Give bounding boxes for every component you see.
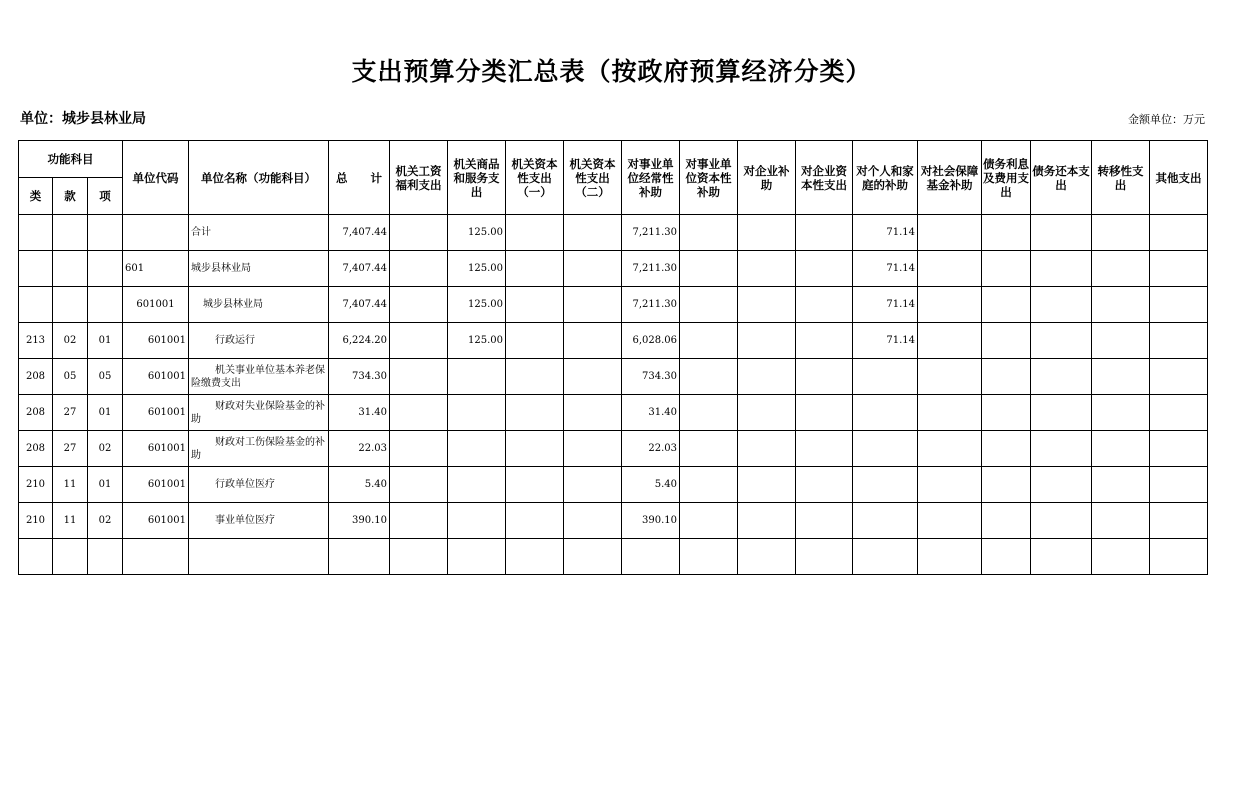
cell-c3 [506, 359, 564, 395]
header-col-4: 机关资本性支出（二） [564, 141, 622, 215]
cell-lei: 208 [19, 359, 53, 395]
cell-c14 [1150, 539, 1208, 575]
header-func-group: 功能科目 [19, 141, 123, 178]
cell-c7 [738, 323, 796, 359]
cell-c11 [982, 467, 1031, 503]
cell-c8 [796, 215, 853, 251]
cell-c8 [796, 251, 853, 287]
cell-c6 [680, 251, 738, 287]
cell-lei: 210 [19, 467, 53, 503]
cell-c5: 7,211.30 [622, 251, 680, 287]
cell-c12 [1031, 395, 1092, 431]
cell-c8 [796, 323, 853, 359]
cell-name [189, 431, 329, 467]
cell-c3 [506, 467, 564, 503]
cell-c14 [1150, 467, 1208, 503]
cell-xiang: 01 [88, 395, 123, 431]
cell-code: 601001 [123, 323, 189, 359]
cell-c8 [796, 431, 853, 467]
cell-c9 [853, 431, 918, 467]
cell-c4 [564, 323, 622, 359]
cell-c9 [853, 539, 918, 575]
cell-code: 601 [123, 251, 189, 287]
cell-total: 7,407.44 [329, 251, 390, 287]
cell-c11 [982, 359, 1031, 395]
cell-c6 [680, 467, 738, 503]
cell-c7 [738, 395, 796, 431]
header-col-1: 机关工资福利支出 [390, 141, 448, 215]
cell-c11 [982, 323, 1031, 359]
cell-xiang: 02 [88, 503, 123, 539]
cell-c10 [918, 503, 982, 539]
cell-kuan [53, 215, 88, 251]
cell-c2 [448, 395, 506, 431]
cell-c5: 390.10 [622, 503, 680, 539]
cell-xiang: 01 [88, 323, 123, 359]
cell-kuan: 11 [53, 467, 88, 503]
header-col-2: 机关商品和服务支出 [448, 141, 506, 215]
cell-c13 [1092, 287, 1150, 323]
table-row [19, 431, 1208, 467]
table-row [19, 359, 1208, 395]
header-xiang: 项 [88, 178, 123, 215]
cell-c4 [564, 215, 622, 251]
header-unit-name: 单位名称（功能科目） [189, 141, 329, 215]
cell-c9: 71.14 [853, 287, 918, 323]
cell-name-text: 行政单位医疗 [215, 479, 276, 490]
cell-c6 [680, 539, 738, 575]
cell-c11 [982, 287, 1031, 323]
cell-c8 [796, 287, 853, 323]
cell-c4 [564, 467, 622, 503]
cell-c3 [506, 503, 564, 539]
cell-lei [19, 215, 53, 251]
table-header [19, 141, 1208, 215]
cell-c6 [680, 431, 738, 467]
cell-name [189, 539, 329, 575]
cell-code: 601001 [123, 395, 189, 431]
cell-c5: 22.03 [622, 431, 680, 467]
cell-c14 [1150, 251, 1208, 287]
cell-c12 [1031, 359, 1092, 395]
table-row [19, 215, 1208, 251]
cell-name [189, 251, 329, 287]
table-row [19, 395, 1208, 431]
cell-c2: 125.00 [448, 323, 506, 359]
cell-name [189, 467, 329, 503]
cell-c4 [564, 251, 622, 287]
cell-name [189, 323, 329, 359]
cell-c5: 7,211.30 [622, 215, 680, 251]
cell-name-text: 机关事业单位基本养老保险缴费支出 [191, 364, 326, 389]
cell-total [329, 539, 390, 575]
cell-c7 [738, 359, 796, 395]
header-col-11: 债务利息及费用支出 [982, 141, 1031, 215]
cell-c2: 125.00 [448, 287, 506, 323]
cell-c6 [680, 395, 738, 431]
table-row [19, 503, 1208, 539]
cell-c13 [1092, 431, 1150, 467]
cell-xiang [88, 287, 123, 323]
cell-total: 31.40 [329, 395, 390, 431]
cell-c1 [390, 431, 448, 467]
cell-c3 [506, 287, 564, 323]
cell-c12 [1031, 431, 1092, 467]
cell-c13 [1092, 395, 1150, 431]
cell-c6 [680, 359, 738, 395]
header-col-8: 对企业资本性支出 [796, 141, 853, 215]
cell-c2: 125.00 [448, 215, 506, 251]
cell-c14 [1150, 395, 1208, 431]
cell-c2 [448, 503, 506, 539]
cell-c10 [918, 539, 982, 575]
cell-c13 [1092, 467, 1150, 503]
cell-c5: 734.30 [622, 359, 680, 395]
cell-c7 [738, 287, 796, 323]
cell-total: 390.10 [329, 503, 390, 539]
cell-c3 [506, 251, 564, 287]
cell-xiang [88, 251, 123, 287]
cell-c11 [982, 503, 1031, 539]
report-title: 支出预算分类汇总表（按政府预算经济分类） [351, 57, 872, 86]
cell-c5 [622, 539, 680, 575]
cell-c1 [390, 215, 448, 251]
cell-c3 [506, 431, 564, 467]
header-col-6: 对事业单位资本性补助 [680, 141, 738, 215]
cell-c9 [853, 503, 918, 539]
cell-lei: 210 [19, 503, 53, 539]
cell-c3 [506, 323, 564, 359]
header-col-9: 对个人和家庭的补助 [853, 141, 918, 215]
table-row [19, 323, 1208, 359]
cell-c7 [738, 215, 796, 251]
cell-c1 [390, 539, 448, 575]
cell-c2: 125.00 [448, 251, 506, 287]
cell-c1 [390, 467, 448, 503]
cell-c9 [853, 359, 918, 395]
cell-name-text: 财政对工伤保险基金的补助 [191, 436, 326, 461]
cell-c13 [1092, 215, 1150, 251]
cell-c10 [918, 323, 982, 359]
cell-c7 [738, 431, 796, 467]
cell-c3 [506, 215, 564, 251]
cell-code [123, 539, 189, 575]
cell-c2 [448, 539, 506, 575]
cell-c5: 31.40 [622, 395, 680, 431]
cell-name [189, 215, 329, 251]
cell-c1 [390, 287, 448, 323]
cell-kuan: 27 [53, 395, 88, 431]
cell-name-text: 行政运行 [215, 335, 256, 346]
cell-code [123, 215, 189, 251]
cell-kuan [53, 287, 88, 323]
cell-c12 [1031, 251, 1092, 287]
cell-name-text: 财政对失业保险基金的补助 [191, 400, 326, 425]
cell-c7 [738, 467, 796, 503]
cell-c9 [853, 395, 918, 431]
cell-c10 [918, 287, 982, 323]
cell-c13 [1092, 359, 1150, 395]
cell-name [189, 287, 329, 323]
cell-c11 [982, 395, 1031, 431]
cell-xiang: 02 [88, 431, 123, 467]
cell-c8 [796, 467, 853, 503]
cell-c8 [796, 395, 853, 431]
cell-c1 [390, 395, 448, 431]
header-col-14: 其他支出 [1150, 141, 1208, 215]
header-col-5: 对事业单位经常性补助 [622, 141, 680, 215]
cell-c9: 71.14 [853, 215, 918, 251]
cell-xiang [88, 539, 123, 575]
cell-c14 [1150, 359, 1208, 395]
budget-table [18, 140, 1208, 575]
cell-c12 [1031, 503, 1092, 539]
cell-c12 [1031, 287, 1092, 323]
table-row-empty [19, 539, 1208, 575]
cell-xiang: 05 [88, 359, 123, 395]
cell-total: 7,407.44 [329, 287, 390, 323]
cell-c4 [564, 287, 622, 323]
cell-c13 [1092, 539, 1150, 575]
cell-c10 [918, 467, 982, 503]
cell-kuan: 02 [53, 323, 88, 359]
cell-c8 [796, 503, 853, 539]
cell-xiang [88, 215, 123, 251]
cell-code: 601001 [123, 287, 189, 323]
amount-unit-label: 金额单位：万元 [1128, 113, 1205, 126]
header-col-3: 机关资本性支出（一） [506, 141, 564, 215]
cell-lei: 208 [19, 431, 53, 467]
cell-c1 [390, 503, 448, 539]
cell-c10 [918, 431, 982, 467]
cell-c14 [1150, 215, 1208, 251]
cell-code: 601001 [123, 359, 189, 395]
cell-c10 [918, 251, 982, 287]
cell-kuan [53, 251, 88, 287]
header-col-7: 对企业补助 [738, 141, 796, 215]
cell-c4 [564, 539, 622, 575]
cell-total: 7,407.44 [329, 215, 390, 251]
cell-kuan: 11 [53, 503, 88, 539]
cell-total: 22.03 [329, 431, 390, 467]
cell-c14 [1150, 503, 1208, 539]
cell-lei [19, 251, 53, 287]
cell-total: 734.30 [329, 359, 390, 395]
header-unit-code: 单位代码 [123, 141, 189, 215]
cell-c1 [390, 323, 448, 359]
cell-c9: 71.14 [853, 251, 918, 287]
cell-c10 [918, 359, 982, 395]
header-col-12: 债务还本支出 [1031, 141, 1092, 215]
cell-xiang: 01 [88, 467, 123, 503]
cell-c9: 71.14 [853, 323, 918, 359]
cell-c6 [680, 503, 738, 539]
cell-lei [19, 539, 53, 575]
header-col-13: 转移性支出 [1092, 141, 1150, 215]
table-row [19, 467, 1208, 503]
cell-c5: 5.40 [622, 467, 680, 503]
cell-c6 [680, 323, 738, 359]
cell-c11 [982, 215, 1031, 251]
cell-name [189, 395, 329, 431]
cell-lei: 213 [19, 323, 53, 359]
cell-name-text: 城步县林业局 [203, 299, 264, 310]
cell-c6 [680, 215, 738, 251]
cell-kuan: 05 [53, 359, 88, 395]
cell-c12 [1031, 215, 1092, 251]
cell-code: 601001 [123, 503, 189, 539]
cell-c10 [918, 215, 982, 251]
cell-c12 [1031, 323, 1092, 359]
cell-kuan: 27 [53, 431, 88, 467]
table-row [19, 251, 1208, 287]
cell-c7 [738, 539, 796, 575]
header-total: 总 计 [329, 141, 390, 215]
header-kuan: 款 [53, 178, 88, 215]
cell-c10 [918, 395, 982, 431]
cell-c12 [1031, 467, 1092, 503]
cell-c4 [564, 503, 622, 539]
cell-c1 [390, 359, 448, 395]
header-col-10: 对社会保障基金补助 [918, 141, 982, 215]
cell-c3 [506, 395, 564, 431]
cell-lei: 208 [19, 395, 53, 431]
cell-name-text: 事业单位医疗 [215, 515, 276, 526]
cell-c5: 7,211.30 [622, 287, 680, 323]
table-row [19, 287, 1208, 323]
cell-total: 6,224.20 [329, 323, 390, 359]
cell-code: 601001 [123, 431, 189, 467]
cell-c13 [1092, 251, 1150, 287]
cell-c11 [982, 251, 1031, 287]
unit-label: 单位：城步县林业局 [20, 111, 146, 127]
cell-c2 [448, 359, 506, 395]
cell-c6 [680, 287, 738, 323]
cell-c8 [796, 539, 853, 575]
cell-lei [19, 287, 53, 323]
cell-c2 [448, 431, 506, 467]
cell-c11 [982, 431, 1031, 467]
cell-c5: 6,028.06 [622, 323, 680, 359]
cell-name-text: 合计 [191, 227, 212, 238]
cell-c12 [1031, 539, 1092, 575]
cell-c14 [1150, 287, 1208, 323]
cell-c13 [1092, 323, 1150, 359]
cell-c4 [564, 395, 622, 431]
cell-c1 [390, 251, 448, 287]
cell-c2 [448, 467, 506, 503]
cell-c14 [1150, 431, 1208, 467]
cell-code: 601001 [123, 467, 189, 503]
cell-name [189, 503, 329, 539]
cell-c3 [506, 539, 564, 575]
cell-c8 [796, 359, 853, 395]
table-body [19, 215, 1208, 575]
cell-name-text: 城步县林业局 [191, 263, 252, 274]
cell-c7 [738, 503, 796, 539]
header-lei: 类 [19, 178, 53, 215]
cell-c4 [564, 359, 622, 395]
cell-name [189, 359, 329, 395]
cell-c14 [1150, 323, 1208, 359]
cell-c13 [1092, 503, 1150, 539]
cell-c4 [564, 431, 622, 467]
cell-c9 [853, 467, 918, 503]
cell-total: 5.40 [329, 467, 390, 503]
cell-c7 [738, 251, 796, 287]
cell-c11 [982, 539, 1031, 575]
cell-kuan [53, 539, 88, 575]
